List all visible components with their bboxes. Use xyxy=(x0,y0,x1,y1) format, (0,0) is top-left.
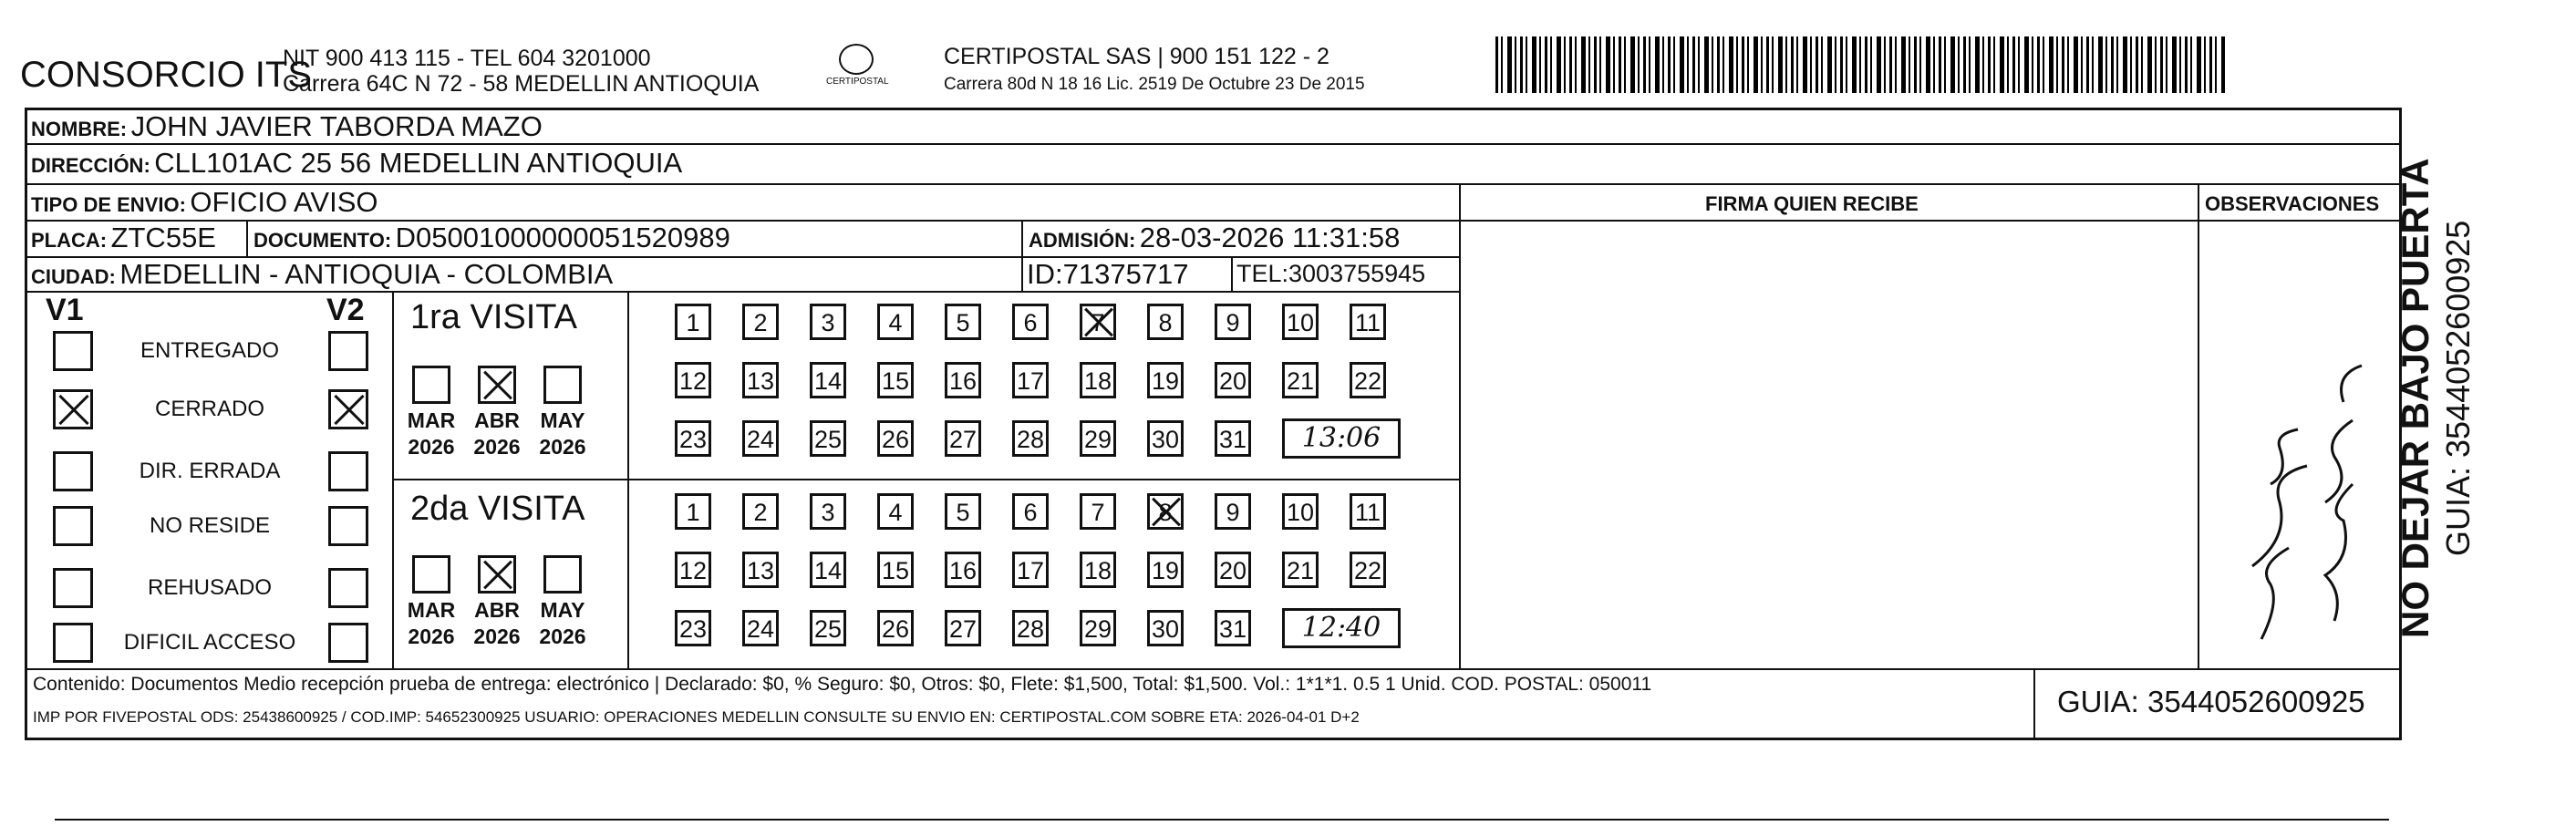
v2-checkbox[interactable] xyxy=(328,331,368,371)
tipo-value: OFICIO AVISO xyxy=(190,186,378,218)
visit1-title: 1ra VISITA xyxy=(410,298,578,336)
company-name: CONSORCIO ITS xyxy=(20,55,313,95)
day-cell[interactable]: 9 xyxy=(1215,493,1251,530)
day-cell[interactable]: 22 xyxy=(1350,552,1386,588)
day-cell[interactable]: 13 xyxy=(742,552,779,588)
placa-label: PLACA: xyxy=(31,229,108,252)
documento-value: D05001000000051520989 xyxy=(395,222,730,253)
month-checkbox[interactable] xyxy=(543,366,582,404)
day-cell[interactable]: 19 xyxy=(1147,362,1184,398)
v1-checkbox[interactable] xyxy=(53,568,93,608)
status-label: DIR. ERRADA xyxy=(139,459,281,483)
day-cell[interactable]: 24 xyxy=(742,610,779,646)
v1-checkbox[interactable] xyxy=(53,506,93,546)
month-year: 2026 xyxy=(408,625,455,648)
day-cell[interactable]: 12 xyxy=(675,552,711,588)
month-checkbox[interactable] xyxy=(412,555,450,594)
direccion-label: DIRECCIÓN: xyxy=(31,154,150,177)
day-cell[interactable]: 31 xyxy=(1215,610,1251,646)
day-cell[interactable]: 28 xyxy=(1012,610,1049,646)
day-cell[interactable]: 13 xyxy=(742,362,779,398)
tel-value: TEL:3003755945 xyxy=(1236,260,1426,287)
v1-checkbox[interactable] xyxy=(53,451,93,491)
day-cell[interactable]: 7 xyxy=(1080,493,1116,530)
day-cell[interactable]: 30 xyxy=(1147,610,1184,646)
day-cell[interactable]: 4 xyxy=(877,304,914,340)
observaciones-handwriting xyxy=(2207,293,2398,666)
id-value: ID:71375717 xyxy=(1027,258,1189,290)
day-cell[interactable]: 19 xyxy=(1147,552,1184,588)
month-label xyxy=(465,597,529,650)
month-label xyxy=(399,408,463,460)
documento-label: DOCUMENTO: xyxy=(253,229,392,252)
day-cell[interactable]: 20 xyxy=(1215,552,1251,588)
v2-checkbox[interactable] xyxy=(328,451,368,491)
day-cell[interactable]: 2 xyxy=(742,304,779,340)
month-checkbox[interactable] xyxy=(543,555,582,594)
day-cell[interactable]: 26 xyxy=(877,610,914,646)
nombre-label: NOMBRE: xyxy=(31,118,128,140)
month-name: ABR xyxy=(474,408,520,432)
side-guia: GUIA: 3544052600925 xyxy=(2439,220,2477,556)
month-name: MAY xyxy=(540,408,585,432)
day-cell[interactable]: 22 xyxy=(1350,362,1386,398)
day-cell[interactable]: 18 xyxy=(1080,362,1116,398)
day-cell[interactable]: 10 xyxy=(1282,304,1319,340)
barcode xyxy=(1495,36,2225,93)
day-cell[interactable]: 11 xyxy=(1350,493,1386,530)
placa-value: ZTC55E xyxy=(110,222,216,253)
day-cell[interactable]: 12 xyxy=(675,362,711,398)
carrier-line: CERTIPOSTAL SAS | 900 151 122 - 2 xyxy=(944,44,1329,69)
day-cell[interactable]: 28 xyxy=(1012,420,1049,457)
month-year: 2026 xyxy=(473,625,521,648)
status-label: REHUSADO xyxy=(147,575,273,600)
month-name: MAY xyxy=(540,598,585,622)
day-cell[interactable]: 23 xyxy=(675,610,711,646)
month-label xyxy=(531,408,595,460)
certipostal-logo-icon xyxy=(839,44,874,75)
month-year: 2026 xyxy=(539,625,586,648)
delivery-form xyxy=(25,108,2402,740)
firma-header: FIRMA QUIEN RECIBE xyxy=(1705,192,1919,215)
month-name: ABR xyxy=(474,598,520,622)
company-nit: NIT 900 413 115 - TEL 604 3201000 xyxy=(283,46,651,71)
month-name: MAR xyxy=(407,598,456,622)
day-cell[interactable]: 1 xyxy=(675,493,711,530)
v1-checkbox[interactable] xyxy=(53,623,93,663)
month-checkbox[interactable] xyxy=(478,555,516,594)
day-cell[interactable]: 5 xyxy=(945,304,981,340)
status-label: DIFICIL ACCESO xyxy=(123,630,296,655)
admision-label: ADMISIÓN: xyxy=(1029,229,1136,252)
day-cell[interactable]: 8 xyxy=(1147,493,1184,530)
month-name: MAR xyxy=(407,408,456,432)
day-cell[interactable]: 14 xyxy=(810,362,846,398)
footer-content: Contenido: Documentos Medio recepción prueba de entrega: electrónico | Declarado: $0, % Seguro: $0, Otros: $0, Flete: $1,500, Total: $1,500. Vol.: 1*1*1. 0.5 1 Unid. COD. POSTAL: 050011 xyxy=(33,674,1652,695)
status-label: CERRADO xyxy=(154,397,264,421)
v2-checkbox[interactable] xyxy=(328,389,368,429)
v2-checkbox[interactable] xyxy=(328,506,368,546)
day-cell[interactable]: 16 xyxy=(945,552,981,588)
day-cell[interactable]: 25 xyxy=(810,610,846,646)
day-cell[interactable]: 7 xyxy=(1080,304,1116,340)
day-cell[interactable]: 27 xyxy=(945,420,981,457)
status-label: ENTREGADO xyxy=(140,338,279,363)
footer-imp: IMP POR FIVEPOSTAL ODS: 25438600925 / COD.IMP: 54652300925 USUARIO: OPERACIONES MEDELLIN CONSULTE SU ENVIO EN: CERTIPOSTAL.COM SOBRE ETA: 2026-04-01 D+2 xyxy=(33,708,1360,726)
day-cell[interactable]: 4 xyxy=(877,493,914,530)
day-cell[interactable]: 11 xyxy=(1350,304,1386,340)
day-cell[interactable]: 26 xyxy=(877,420,914,457)
day-cell[interactable]: 23 xyxy=(675,420,711,457)
v2-checkbox[interactable] xyxy=(328,568,368,608)
nombre-value: JOHN JAVIER TABORDA MAZO xyxy=(130,110,543,142)
day-cell[interactable]: 3 xyxy=(810,304,846,340)
day-cell[interactable]: 20 xyxy=(1215,362,1251,398)
month-year: 2026 xyxy=(473,435,521,459)
day-cell[interactable]: 14 xyxy=(810,552,846,588)
day-cell[interactable]: 25 xyxy=(810,420,846,457)
v1-checkbox[interactable] xyxy=(53,389,93,429)
month-label xyxy=(399,597,463,650)
day-cell[interactable]: 15 xyxy=(877,362,914,398)
month-year: 2026 xyxy=(408,435,455,459)
day-cell[interactable]: 10 xyxy=(1282,493,1319,530)
day-cell[interactable]: 29 xyxy=(1080,610,1116,646)
carrier-address: Carrera 80d N 18 16 Lic. 2519 De Octubre 23 De 2015 xyxy=(944,75,1365,94)
ciudad-value: MEDELLIN - ANTIOQUIA - COLOMBIA xyxy=(119,258,614,290)
day-cell[interactable]: 18 xyxy=(1080,552,1116,588)
v2-header: V2 xyxy=(326,293,365,327)
no-dejar-bajo-puerta: NO DEJAR BAJO PUERTA xyxy=(2394,158,2436,638)
day-cell[interactable]: 16 xyxy=(945,362,981,398)
day-cell[interactable]: 21 xyxy=(1282,552,1319,588)
day-cell[interactable]: 8 xyxy=(1147,304,1184,340)
day-cell[interactable]: 24 xyxy=(742,420,779,457)
month-label xyxy=(465,408,529,460)
day-cell[interactable]: 29 xyxy=(1080,420,1116,457)
day-cell[interactable]: 27 xyxy=(945,610,981,646)
day-cell[interactable]: 15 xyxy=(877,552,914,588)
visit2-title: 2da VISITA xyxy=(410,490,585,528)
day-cell[interactable]: 6 xyxy=(1012,493,1049,530)
footer-guia: GUIA: 3544052600925 xyxy=(2057,685,2365,718)
direccion-value: CLL101AC 25 56 MEDELLIN ANTIOQUIA xyxy=(154,147,683,179)
admision-value: 28-03-2026 11:31:58 xyxy=(1139,222,1401,253)
company-address: Carrera 64C N 72 - 58 MEDELLIN ANTIOQUIA xyxy=(283,71,760,97)
day-cell[interactable]: 3 xyxy=(810,493,846,530)
day-cell[interactable]: 1 xyxy=(675,304,711,340)
day-cell[interactable]: 17 xyxy=(1012,552,1049,588)
observaciones-header: OBSERVACIONES xyxy=(2205,192,2380,215)
tipo-label: TIPO DE ENVIO: xyxy=(31,193,186,216)
day-cell[interactable]: 5 xyxy=(945,493,981,530)
day-cell[interactable]: 21 xyxy=(1282,362,1319,398)
day-cell[interactable]: 31 xyxy=(1215,420,1251,457)
ciudad-label: CIUDAD: xyxy=(31,265,116,288)
v1-header: V1 xyxy=(46,293,84,327)
day-cell[interactable]: 6 xyxy=(1012,304,1049,340)
status-label: NO RESIDE xyxy=(149,513,271,538)
month-year: 2026 xyxy=(539,435,586,459)
day-cell[interactable]: 17 xyxy=(1012,362,1049,398)
visit-time: 13:06 xyxy=(1282,418,1401,459)
day-cell[interactable]: 30 xyxy=(1147,420,1184,457)
v2-checkbox[interactable] xyxy=(328,623,368,663)
month-checkbox[interactable] xyxy=(412,366,450,404)
month-label xyxy=(531,597,595,650)
month-checkbox[interactable] xyxy=(478,366,516,404)
logo-caption: CERTIPOSTAL xyxy=(826,77,889,87)
v1-checkbox[interactable] xyxy=(53,331,93,371)
visit-time: 12:40 xyxy=(1282,608,1401,648)
day-cell[interactable]: 9 xyxy=(1215,304,1251,340)
day-cell[interactable]: 2 xyxy=(742,493,779,530)
